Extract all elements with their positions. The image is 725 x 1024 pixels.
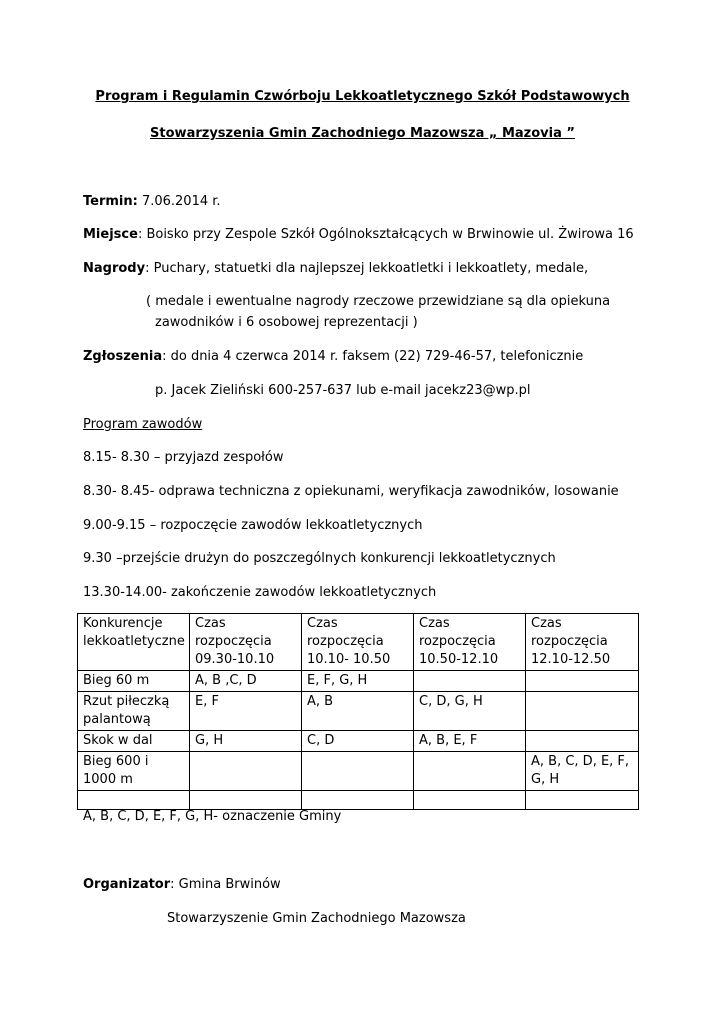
table-row (78, 731, 639, 752)
table-cell (526, 671, 639, 692)
organizer-value: : Gmina Brwinów (170, 877, 281, 892)
miejsce-line (83, 227, 634, 242)
zgloszenia-value: : do dnia 4 czerwca 2014 r. faksem (22) 729-46-57, telefonicznie (162, 349, 584, 364)
program-item: 9.00-9.15 – rozpoczęcie zawodów lekkoatletycznych (83, 518, 423, 533)
miejsce-value: : Boisko przy Zespole Szkół Ogólnokształcących w Brwinowie ul. Żwirowa 16 (137, 227, 634, 242)
organizer-second: Stowarzyszenie Gmin Zachodniego Mazowsza (167, 911, 466, 926)
termin-value: 7.06.2014 r. (137, 194, 221, 209)
table-cell: Skok w dal (78, 731, 190, 752)
legend-text: A, B, C, D, E, F, G, H- oznaczenie Gminy (83, 809, 342, 824)
miejsce-label: Miejsce (83, 227, 138, 242)
document-title-line1: Program i Regulamin Czwórboju Lekkoatletycznego Szkół Podstawowych (95, 89, 630, 104)
table-cell (190, 752, 302, 791)
organizer-label: Organizator (83, 877, 171, 892)
table-cell: A, B, C, D, E, F, G, H (526, 752, 639, 791)
table-cell: G, H (190, 731, 302, 752)
nagrody-note-2: zawodników i 6 osobowej reprezentacji ) (155, 315, 418, 330)
nagrody-line (83, 261, 588, 276)
program-title: Program zawodów (83, 417, 203, 432)
table-cell: A, B, E, F (414, 731, 526, 752)
table-row (78, 752, 639, 791)
table-cell: A, B ,C, D (190, 671, 302, 692)
termin-label: Termin: (83, 194, 138, 209)
zgloszenia-contact: p. Jacek Zieliński 600-257-637 lub e-mail jacekz23@wp.pl (155, 383, 531, 398)
program-item: 8.15- 8.30 – przyjazd zespołów (83, 450, 284, 465)
schedule-table (77, 613, 639, 810)
program-item: 9.30 –przejście drużyn do poszczególnych konkurencji lekkoatletycznych (83, 551, 556, 566)
table-row-empty (78, 791, 639, 810)
table-header-cell: Czas rozpoczęcia 12.10-12.50 (526, 614, 639, 671)
table-cell (414, 671, 526, 692)
zgloszenia-label: Zgłoszenia (83, 349, 163, 364)
table-cell: C, D, G, H (414, 692, 526, 731)
table-cell: C, D (302, 731, 414, 752)
organizer-line (83, 877, 281, 892)
table-header-row (78, 614, 639, 671)
table-cell (414, 752, 526, 791)
nagrody-value: : Puchary, statuetki dla najlepszej lekkoatletki i lekkoatlety, medale, (145, 261, 589, 276)
table-cell (526, 731, 639, 752)
table-cell (302, 791, 414, 810)
table-cell: Bieg 60 m (78, 671, 190, 692)
nagrody-note-1: ( medale i ewentualne nagrody rzeczowe przewidziane są dla opiekuna (146, 294, 611, 309)
table-header-cell: Konkurencje lekkoatletyczne (78, 614, 190, 671)
table-cell (526, 692, 639, 731)
table-row (78, 692, 639, 731)
zgloszenia-line (83, 349, 583, 364)
table-cell: E, F, G, H (302, 671, 414, 692)
table-header-cell: Czas rozpoczęcia 09.30-10.10 (190, 614, 302, 671)
table-header-cell: Czas rozpoczęcia 10.10- 10.50 (302, 614, 414, 671)
table-cell: A, B (302, 692, 414, 731)
program-item: 13.30-14.00- zakończenie zawodów lekkoatletycznych (83, 585, 437, 600)
table-cell (526, 791, 639, 810)
table-cell (414, 791, 526, 810)
table-cell: E, F (190, 692, 302, 731)
termin-line (83, 194, 221, 209)
table-cell (302, 752, 414, 791)
table-cell (190, 791, 302, 810)
table-header-cell: Czas rozpoczęcia 10.50-12.10 (414, 614, 526, 671)
table-cell: Rzut piłeczką palantową (78, 692, 190, 731)
table-cell: Bieg 600 i 1000 m (78, 752, 190, 791)
table-cell (78, 791, 190, 810)
document-title-line2: Stowarzyszenia Gmin Zachodniego Mazowsza „ Mazovia ” (150, 126, 575, 141)
nagrody-label: Nagrody (83, 261, 146, 276)
table-row (78, 671, 639, 692)
program-item: 8.30- 8.45- odprawa techniczna z opiekunami, weryfikacja zawodników, losowanie (83, 484, 619, 499)
